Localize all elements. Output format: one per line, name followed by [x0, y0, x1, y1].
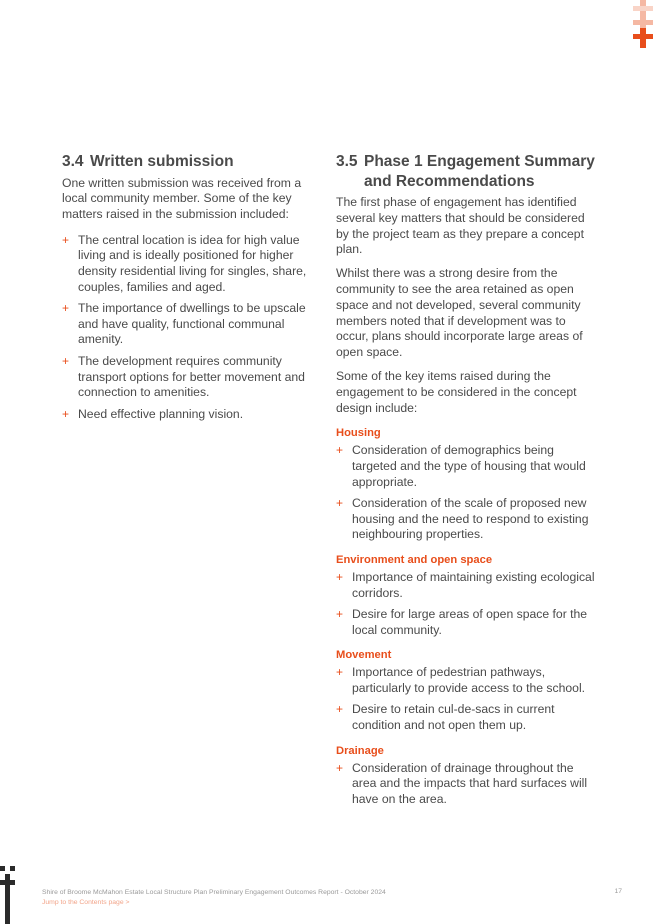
movement-list [336, 665, 598, 733]
list-item: + Desire for large areas of open space for the local community. [336, 607, 588, 637]
report-title: Shire of Broome McMahon Estate Local Structure Plan Preliminary Engagement Outcomes Report - October 2024 [42, 889, 386, 896]
environment-list [336, 570, 598, 638]
drainage-list [336, 761, 598, 808]
plus-icon: + [62, 301, 70, 316]
cross-logo-icon [633, 0, 653, 50]
list-item: + Consideration of demographics being targeted and the type of housing that would appropriate. [336, 443, 586, 489]
page-footer [42, 888, 386, 908]
plus-icon: + [62, 406, 70, 421]
section-title: Written submission [90, 153, 234, 170]
section-number: 3.5 [336, 153, 358, 170]
plus-icon: + [336, 569, 344, 584]
plus-icon: + [336, 496, 344, 511]
paragraph: Some of the key items raised during the engagement to be considered in the concept design include: [336, 368, 577, 415]
list-item: + Consideration of the scale of proposed new housing and the need to respond to existing neighbouring properties. [336, 496, 589, 542]
plus-icon: + [62, 354, 70, 369]
plus-icon: + [336, 702, 344, 717]
list-item: + Importance of maintaining existing ecological corridors. [336, 569, 595, 600]
plus-icon: + [336, 607, 344, 622]
engagement-summary-section [336, 152, 598, 813]
written-submission-section [62, 152, 320, 428]
list-item: + The development requires community transport options for better movement and connection to amenities. [62, 354, 305, 400]
paragraph: Whilst there was a strong desire from the community to see the area retained as open space and not developed, several community members noted that if development was to occur, plans should incorporate large areas of open space. [336, 266, 583, 360]
plus-icon: + [336, 665, 344, 680]
list-item: + Desire to retain cul-de-sacs in current condition and not open them up. [336, 702, 555, 733]
environment-heading: Environment and open space [336, 553, 493, 566]
section-intro: One written submission was received from a local community member. Some of the key matters raised in the submission included: [62, 175, 302, 222]
section-heading [336, 152, 598, 191]
list-item: + Consideration of drainage throughout the area and the impacts that hard surfaces will have on the area. [336, 760, 588, 806]
plus-icon: + [336, 760, 344, 775]
drainage-heading: Drainage [336, 744, 384, 757]
list-item: + Need effective planning vision. [62, 406, 244, 421]
paragraph: The first phase of engagement has identified several key matters that should be considered by the project team as they prepare a concept plan. [336, 195, 585, 257]
section-number: 3.4 [62, 153, 84, 170]
corner-logo-icon [0, 866, 18, 924]
list-item: + The central location is idea for high value living and is ideally positioned for higher density residential living for singles, share, couples, families and aged. [62, 232, 307, 294]
plus-icon: + [336, 443, 344, 458]
section-heading [62, 152, 320, 172]
housing-heading: Housing [336, 427, 381, 440]
section-title: Phase 1 Engagement Summary and Recommendations [364, 153, 595, 190]
contents-link[interactable]: Jump to the Contents page > [42, 899, 130, 906]
list-item: + The importance of dwellings to be upscale and have quality, functional communal amenity. [62, 301, 306, 347]
list-item: + Importance of pedestrian pathways, particularly to provide access to the school. [336, 665, 586, 695]
plus-icon: + [62, 232, 70, 247]
housing-list [336, 443, 598, 543]
movement-heading: Movement [336, 649, 392, 662]
page-number: 17 [614, 888, 622, 895]
submission-list [62, 233, 320, 423]
